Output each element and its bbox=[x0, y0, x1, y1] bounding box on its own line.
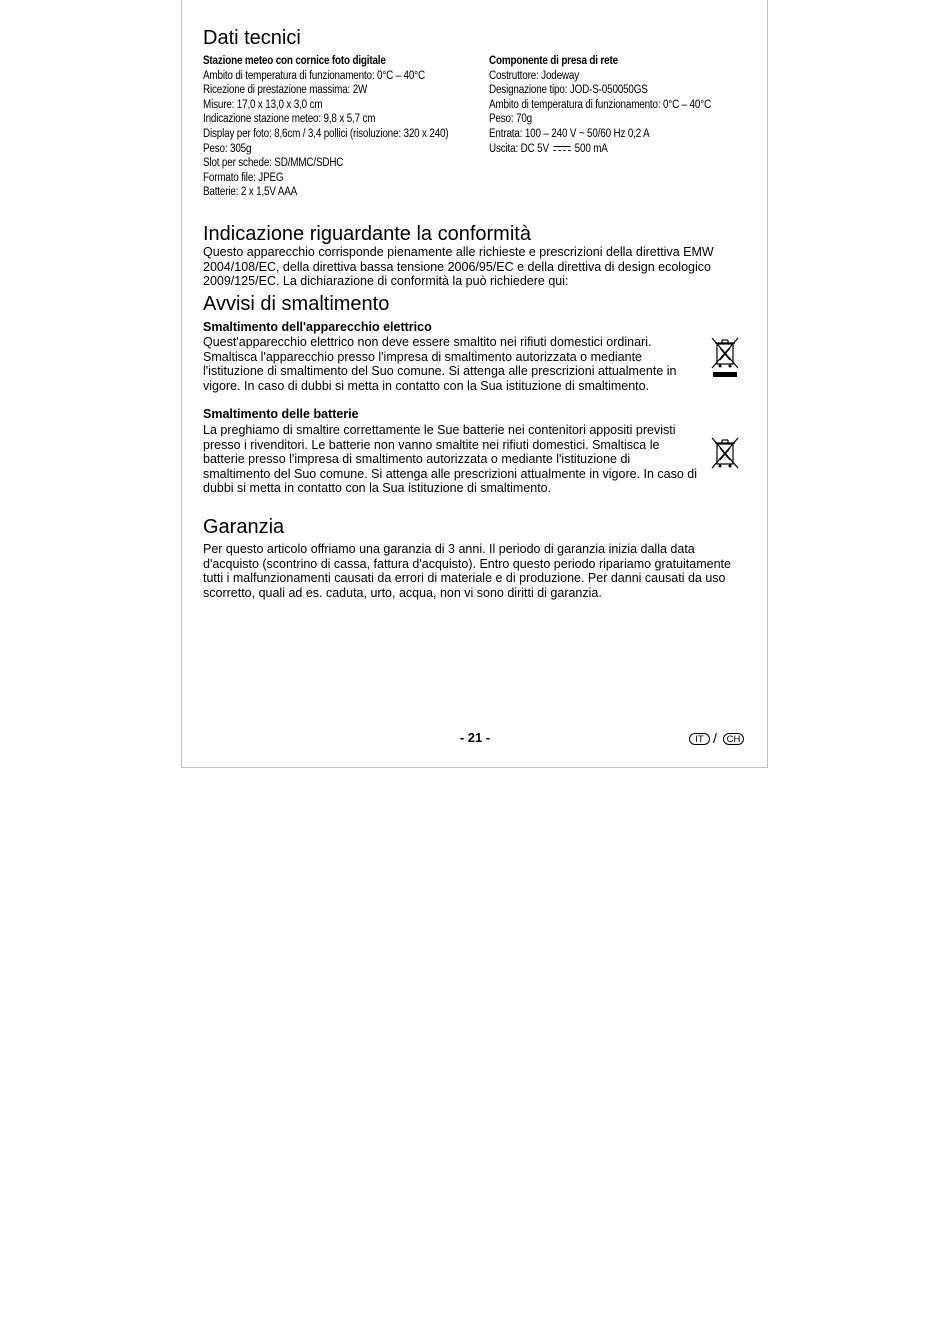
crossed-bin-icon bbox=[710, 336, 740, 380]
spec-item: Peso: 305g bbox=[203, 142, 252, 155]
spec-output bbox=[489, 142, 721, 157]
country-badge-it: IT bbox=[689, 733, 710, 745]
disposal-title: Avvisi di smaltimento bbox=[203, 293, 390, 315]
dc-symbol-icon bbox=[553, 145, 570, 152]
conformity-text: Questo apparecchio corrisponde pienamente alle richieste e prescrizioni della direttiva EMW 2004/108/EC, della direttiva bassa tensione 2006/95/EC e della direttiva di design ecologico 2009/125/EC. La dichiarazione di conformità la può richiedere qui: bbox=[203, 245, 714, 289]
spec-item: Misure: 17,0 x 13,0 x 3,0 cm bbox=[203, 98, 323, 111]
conformity-title: Indicazione riguardante la conformità bbox=[203, 223, 531, 245]
output-suffix: 500 mA bbox=[574, 142, 608, 155]
weather-station-specs bbox=[203, 54, 493, 200]
battery-disposal-text: La preghiamo di smaltire correttamente le Sue batterie nei contenitori appositi previsti presso i rivenditori. Le batterie non vanno smaltite nei rifiuti domestici. Smaltisca le batterie presso l'impresa di smaltimento autorizzata o mediante l'istituzione di smaltimento del Suo comune. Si attenga alle prescrizioni attualmente in vigore. In caso di dubbi si metta in contatto con la Sua istituzione di smaltimento. bbox=[203, 423, 698, 496]
warranty-title: Garanzia bbox=[203, 516, 285, 538]
spec-item: Display per foto: 8,6cm / 3,4 pollici (risoluzione: 320 x 240) bbox=[203, 127, 449, 140]
spec-item: Batterie: 2 x 1,5V AAA bbox=[203, 186, 298, 199]
weather-station-heading: Stazione meteo con cornice foto digitale bbox=[203, 55, 386, 67]
power-adapter-specs bbox=[489, 54, 759, 156]
spec-item: Entrata: 100 – 240 V ~ 50/60 Hz 0,2 A bbox=[489, 127, 650, 140]
spec-item: Ambito di temperatura di funzionamento: 0°C – 40°C bbox=[203, 69, 425, 82]
spec-item: Designazione tipo: JOD-S-050050GS bbox=[489, 84, 648, 97]
spec-item: Slot per schede: SD/MMC/SDHC bbox=[203, 157, 344, 170]
country-separator: / bbox=[713, 730, 717, 746]
technical-data-title: Dati tecnici bbox=[203, 27, 301, 49]
country-badge-ch: CH bbox=[723, 733, 744, 745]
page-number: - 21 - bbox=[459, 730, 491, 745]
spec-item: Costruttore: Jodeway bbox=[489, 69, 580, 82]
spec-item: Ricezione di prestazione massima: 2W bbox=[203, 84, 368, 97]
warranty-text: Per questo articolo offriamo una garanzia di 3 anni. Il periodo di garanzia inizia dalla data d'acquisto (scontrino di cassa, fattura d'acquisto). Entro questo periodo ripariamo gratuitamente tutti i malfunzionamenti causati da errori di materiale e di produzione. Per danni causati da uso scorretto, quali ad es. caduta, urto, acqua, non vi sono diritti di garanzia. bbox=[203, 542, 731, 600]
crossed-battery-bin-icon bbox=[710, 436, 740, 470]
spec-item: Indicazione stazione meteo: 9,8 x 5,7 cm bbox=[203, 113, 376, 126]
spec-item: Ambito di temperatura di funzionamento: 0°C – 40°C bbox=[489, 98, 711, 111]
device-disposal-text: Quest'apparecchio elettrico non deve essere smaltito nei rifiuti domestici ordinari. Smaltisca l'apparecchio presso l'impresa di smaltimento autorizzata o mediante l'istituzione di smaltimento del Suo comune. Si attenga alle prescrizioni attualmente in vigore. In caso di dubbi si metta in contatto con la Sua istituzione di smaltimento. bbox=[203, 335, 677, 393]
spec-item: Peso: 70g bbox=[489, 113, 532, 126]
output-prefix: Uscita: DC 5V bbox=[489, 142, 549, 155]
battery-disposal-heading: Smaltimento delle batterie bbox=[203, 407, 359, 421]
spec-item: Formato file: JPEG bbox=[203, 171, 284, 184]
device-disposal-heading: Smaltimento dell'apparecchio elettrico bbox=[203, 320, 432, 334]
power-adapter-heading: Componente di presa di rete bbox=[489, 55, 618, 67]
